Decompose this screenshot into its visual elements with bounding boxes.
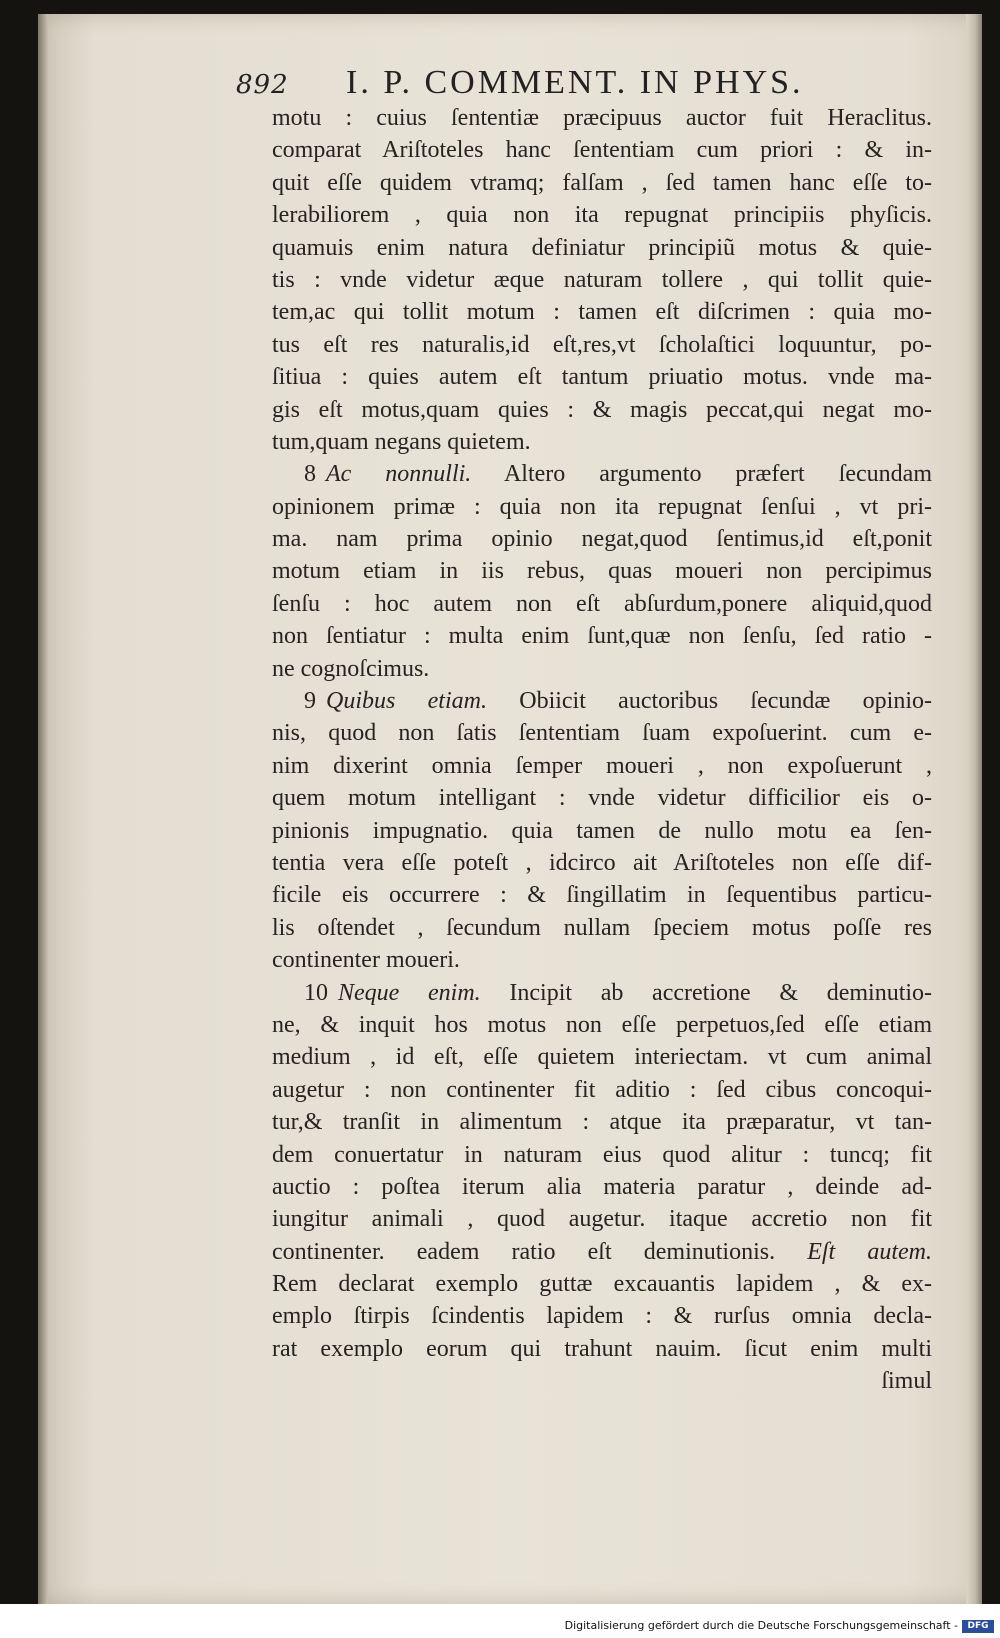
- line-text: Rem declarat exemplo guttæ excauantis lapidem , & ex-: [272, 1271, 932, 1298]
- text-line: [272, 555, 932, 587]
- line-text: ſimul: [881, 1368, 932, 1395]
- text-line: [272, 944, 932, 976]
- line-text: rat exemplo eorum qui trahunt nauim. ſicut enim multi: [272, 1335, 932, 1362]
- text-line: [272, 750, 932, 782]
- text-line: [272, 847, 932, 879]
- lemma: Eſt autem.: [807, 1238, 932, 1265]
- section-number: 9: [304, 688, 316, 715]
- text-line: [272, 329, 932, 361]
- line-text: ficile eis occurrere : & ſingillatim in ſequentibus particu-: [272, 882, 932, 909]
- text-line: [272, 1041, 932, 1073]
- line-text: continenter moueri.: [272, 947, 460, 974]
- text-line: [272, 1106, 932, 1138]
- line-text: tum,quam negans quietem.: [272, 428, 531, 455]
- text-line: [272, 102, 932, 134]
- text-line: [272, 361, 932, 393]
- body-text: [272, 102, 932, 1398]
- text-line: [272, 815, 932, 847]
- line-text: comparat Ariſtoteles hanc ſententiam cum priori : & in-: [272, 137, 932, 164]
- page-gutter: [38, 14, 48, 1604]
- line-text: tur,& tranſit in alimentum : atque ita præparatur, vt tan-: [272, 1109, 932, 1136]
- text-line: [272, 1300, 932, 1332]
- section-number: 10: [304, 979, 328, 1006]
- line-text: tentia vera eſſe poteſt , idcirco ait Ariſtoteles non eſſe dif-: [272, 849, 932, 876]
- text-line: [272, 394, 932, 426]
- line-text: iungitur animali , quod augetur. itaque accretio non fit: [272, 1206, 932, 1233]
- text-line: [272, 1203, 932, 1235]
- text-line: [272, 296, 932, 328]
- page-header: [236, 58, 836, 108]
- section-number: 8: [304, 461, 316, 488]
- line-text: pinionis impugnatio. quia tamen de nullo motu ea ſen-: [272, 817, 932, 844]
- page-number: 892: [236, 70, 289, 100]
- line-text: Obiicit auctoribus ſecundæ opinio-: [519, 688, 933, 715]
- line-text: tis : vnde videtur æque naturam tollere , qui tollit quie-: [272, 266, 932, 293]
- text-line: [272, 685, 932, 717]
- line-text: ſitiua : quies autem eſt tantum priuatio motus. vnde ma-: [272, 364, 932, 391]
- line-text: emplo ſtirpis ſcindentis lapidem : & rurſus omnia decla-: [272, 1303, 932, 1330]
- line-text: opinionem primæ : quia non ita repugnat ſenſui , vt pri-: [272, 493, 932, 520]
- text-line: [272, 1009, 932, 1041]
- text-line: [272, 977, 932, 1009]
- text-line: [272, 653, 932, 685]
- text-line: [272, 620, 932, 652]
- line-text: motu : cuius ſententiæ præcipuus auctor fuit Heraclitus.: [272, 105, 932, 131]
- text-line: [272, 458, 932, 490]
- dfg-logo: DFG: [962, 1620, 994, 1633]
- line-text: lis oſtendet , ſecundum nullam ſpeciem motus poſſe res: [272, 914, 932, 941]
- text-line: [272, 264, 932, 296]
- line-text: quem motum intelligant : vnde videtur difficilior eis o-: [272, 785, 932, 812]
- text-line: [272, 1171, 932, 1203]
- line-text: ne cognoſcimus.: [272, 655, 430, 682]
- running-title: I. P. COMMENT. IN PHYS.: [346, 64, 804, 101]
- line-text: nis, quod non ſatis ſententiam ſuam expoſuerint. cum e-: [272, 720, 932, 747]
- line-text: nim dixerint omnia ſemper moueri , non expoſuerunt ,: [272, 752, 932, 779]
- line-text: lerabiliorem , quia non ita repugnat principiis phyſicis.: [272, 202, 932, 229]
- line-text: gis eſt motus,quam quies : & magis peccat,qui negat mo-: [272, 396, 932, 423]
- text-line: [272, 1333, 932, 1365]
- footer-bar: [0, 1604, 1000, 1638]
- line-text: tus eſt res naturalis,id eſt,res,vt ſcholaſtici loquuntur, po-: [272, 331, 932, 358]
- line-text: tem,ac qui tollit motum : tamen eſt diſcrimen : quia mo-: [272, 299, 932, 326]
- text-line: [272, 523, 932, 555]
- text-line: [272, 717, 932, 749]
- text-line: [272, 232, 932, 264]
- line-text: ma. nam prima opinio negat,quod ſentimus,id eſt,ponit: [272, 526, 932, 553]
- line-text: non ſentiatur : multa enim ſunt,quæ non ſenſu, ſed ratio -: [272, 623, 932, 650]
- line-text: ſenſu : hoc autem non eſt abſurdum,ponere aliquid,quod: [272, 590, 932, 617]
- text-line: [272, 912, 932, 944]
- text-line: [272, 1139, 932, 1171]
- lemma: Quibus etiam.: [326, 688, 487, 715]
- text-line: [272, 491, 932, 523]
- line-text: continenter. eadem ratio eſt deminutionis.: [272, 1238, 776, 1265]
- line-text: auctio : poſtea iterum alia materia paratur , deinde ad-: [272, 1173, 932, 1200]
- text-line: [272, 167, 932, 199]
- footer-credit: Digitalisierung gefördert durch die Deutsche Forschungsgemeinschaft -: [564, 1619, 958, 1632]
- text-line: [272, 1074, 932, 1106]
- text-line: [272, 1268, 932, 1300]
- line-text: augetur : non continenter fit aditio : ſed cibus concoqui-: [272, 1076, 932, 1103]
- text-line: [272, 782, 932, 814]
- text-line: [272, 426, 932, 458]
- text-line: [272, 199, 932, 231]
- line-text: quamuis enim natura definiatur principiũ motus & quie-: [272, 234, 932, 261]
- text-line: [272, 134, 932, 166]
- lemma: Ac nonnulli.: [326, 461, 472, 488]
- line-text: Incipit ab accretione & deminutio-: [509, 979, 933, 1006]
- line-text: ne, & inquit hos motus non eſſe perpetuos,ſed eſſe etiam: [272, 1011, 932, 1038]
- line-text: Altero argumento præfert ſecundam: [503, 461, 932, 488]
- text-line: [272, 1236, 932, 1268]
- lemma: Neque enim.: [338, 979, 481, 1006]
- line-text: quit eſſe quidem vtramq; falſam , ſed tamen hanc eſſe to-: [272, 169, 932, 196]
- line-text: motum etiam in iis rebus, quas moueri non percipimus: [272, 558, 932, 585]
- line-text: dem conuertatur in naturam eius quod alitur : tuncq; fit: [272, 1141, 932, 1168]
- text-line: [272, 1365, 932, 1397]
- text-line: [272, 588, 932, 620]
- page-edge: [966, 14, 982, 1604]
- text-line: [272, 879, 932, 911]
- line-text: medium , id eſt, eſſe quietem interiectam. vt cum animal: [272, 1044, 932, 1071]
